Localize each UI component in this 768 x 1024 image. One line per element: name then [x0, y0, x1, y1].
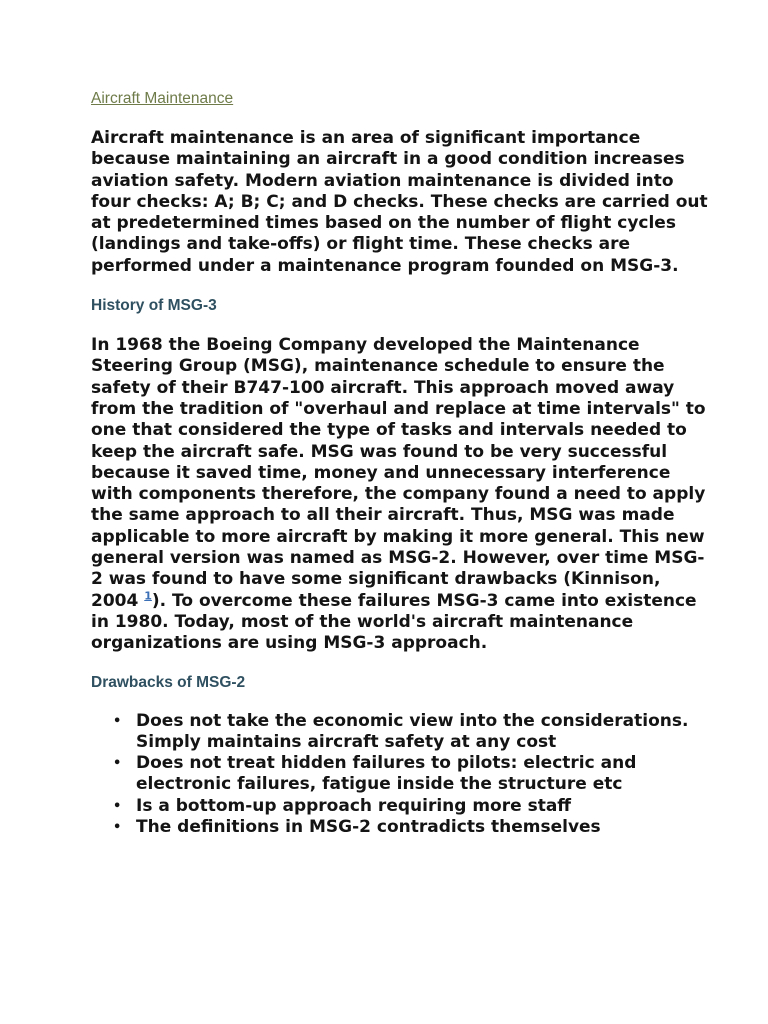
intro-paragraph: Aircraft maintenance is an area of significant importance because maintaining an aircraft in a good condition increases aviation safety. Modern aviation maintenance is divided into four checks: A; B; C; and D checks. These checks are carried out at predetermined times based on the number of flight cycles (landings and take-offs) or flight time. These checks are performed under a maintenance program founded on MSG-3. [91, 128, 708, 276]
drawbacks-list [91, 711, 711, 839]
bullet-icon: • [113, 713, 122, 729]
list-item [91, 817, 711, 838]
citation-link[interactable]: 1 [144, 588, 152, 602]
drawbacks-heading: Drawbacks of MSG-2 [91, 673, 246, 691]
list-item-text: Does not take the economic view into the considerations. Simply maintains aircraft safety at any cost [136, 710, 689, 752]
list-item [91, 711, 711, 754]
list-item [91, 796, 711, 817]
bullet-icon: • [113, 798, 122, 814]
history-text-part-1: In 1968 the Boeing Company developed the Maintenance Steering Group (MSG), maintenance schedule to ensure the safety of their B747-100 aircraft. This approach moved away from the tradition of "overhaul and replace at time intervals" to one that considered the type of tasks and intervals needed to keep the aircraft safe. MSG was found to be very successful because it saved time, money and unnecessary interference with components therefore, the company found a need to apply the same approach to all their aircraft. Thus, MSG was made applicable to more aircraft by making it more general. This new general version was named as MSG-2. However, over time MSG-2 was found to have some significant drawbacks (Kinnison, 2004 [91, 335, 706, 611]
history-text-part-2: ). To overcome these failures MSG-3 came into existence in 1980. Today, most of the world's aircraft maintenance organizations are using MSG-3 approach. [91, 590, 697, 654]
bullet-icon: • [113, 820, 122, 836]
list-item [91, 753, 711, 796]
history-paragraph [91, 335, 711, 654]
list-item-text: Is a bottom-up approach requiring more staff [136, 795, 572, 816]
document-page [91, 88, 711, 838]
list-item-text: Does not treat hidden failures to pilots: electric and electronic failures, fatigue inside the structure etc [136, 753, 637, 795]
list-item-text: The definitions in MSG-2 contradicts themselves [136, 817, 601, 838]
bullet-icon: • [113, 756, 122, 772]
history-heading: History of MSG-3 [91, 297, 217, 315]
aircraft-maintenance-link[interactable]: Aircraft Maintenance [91, 90, 234, 107]
